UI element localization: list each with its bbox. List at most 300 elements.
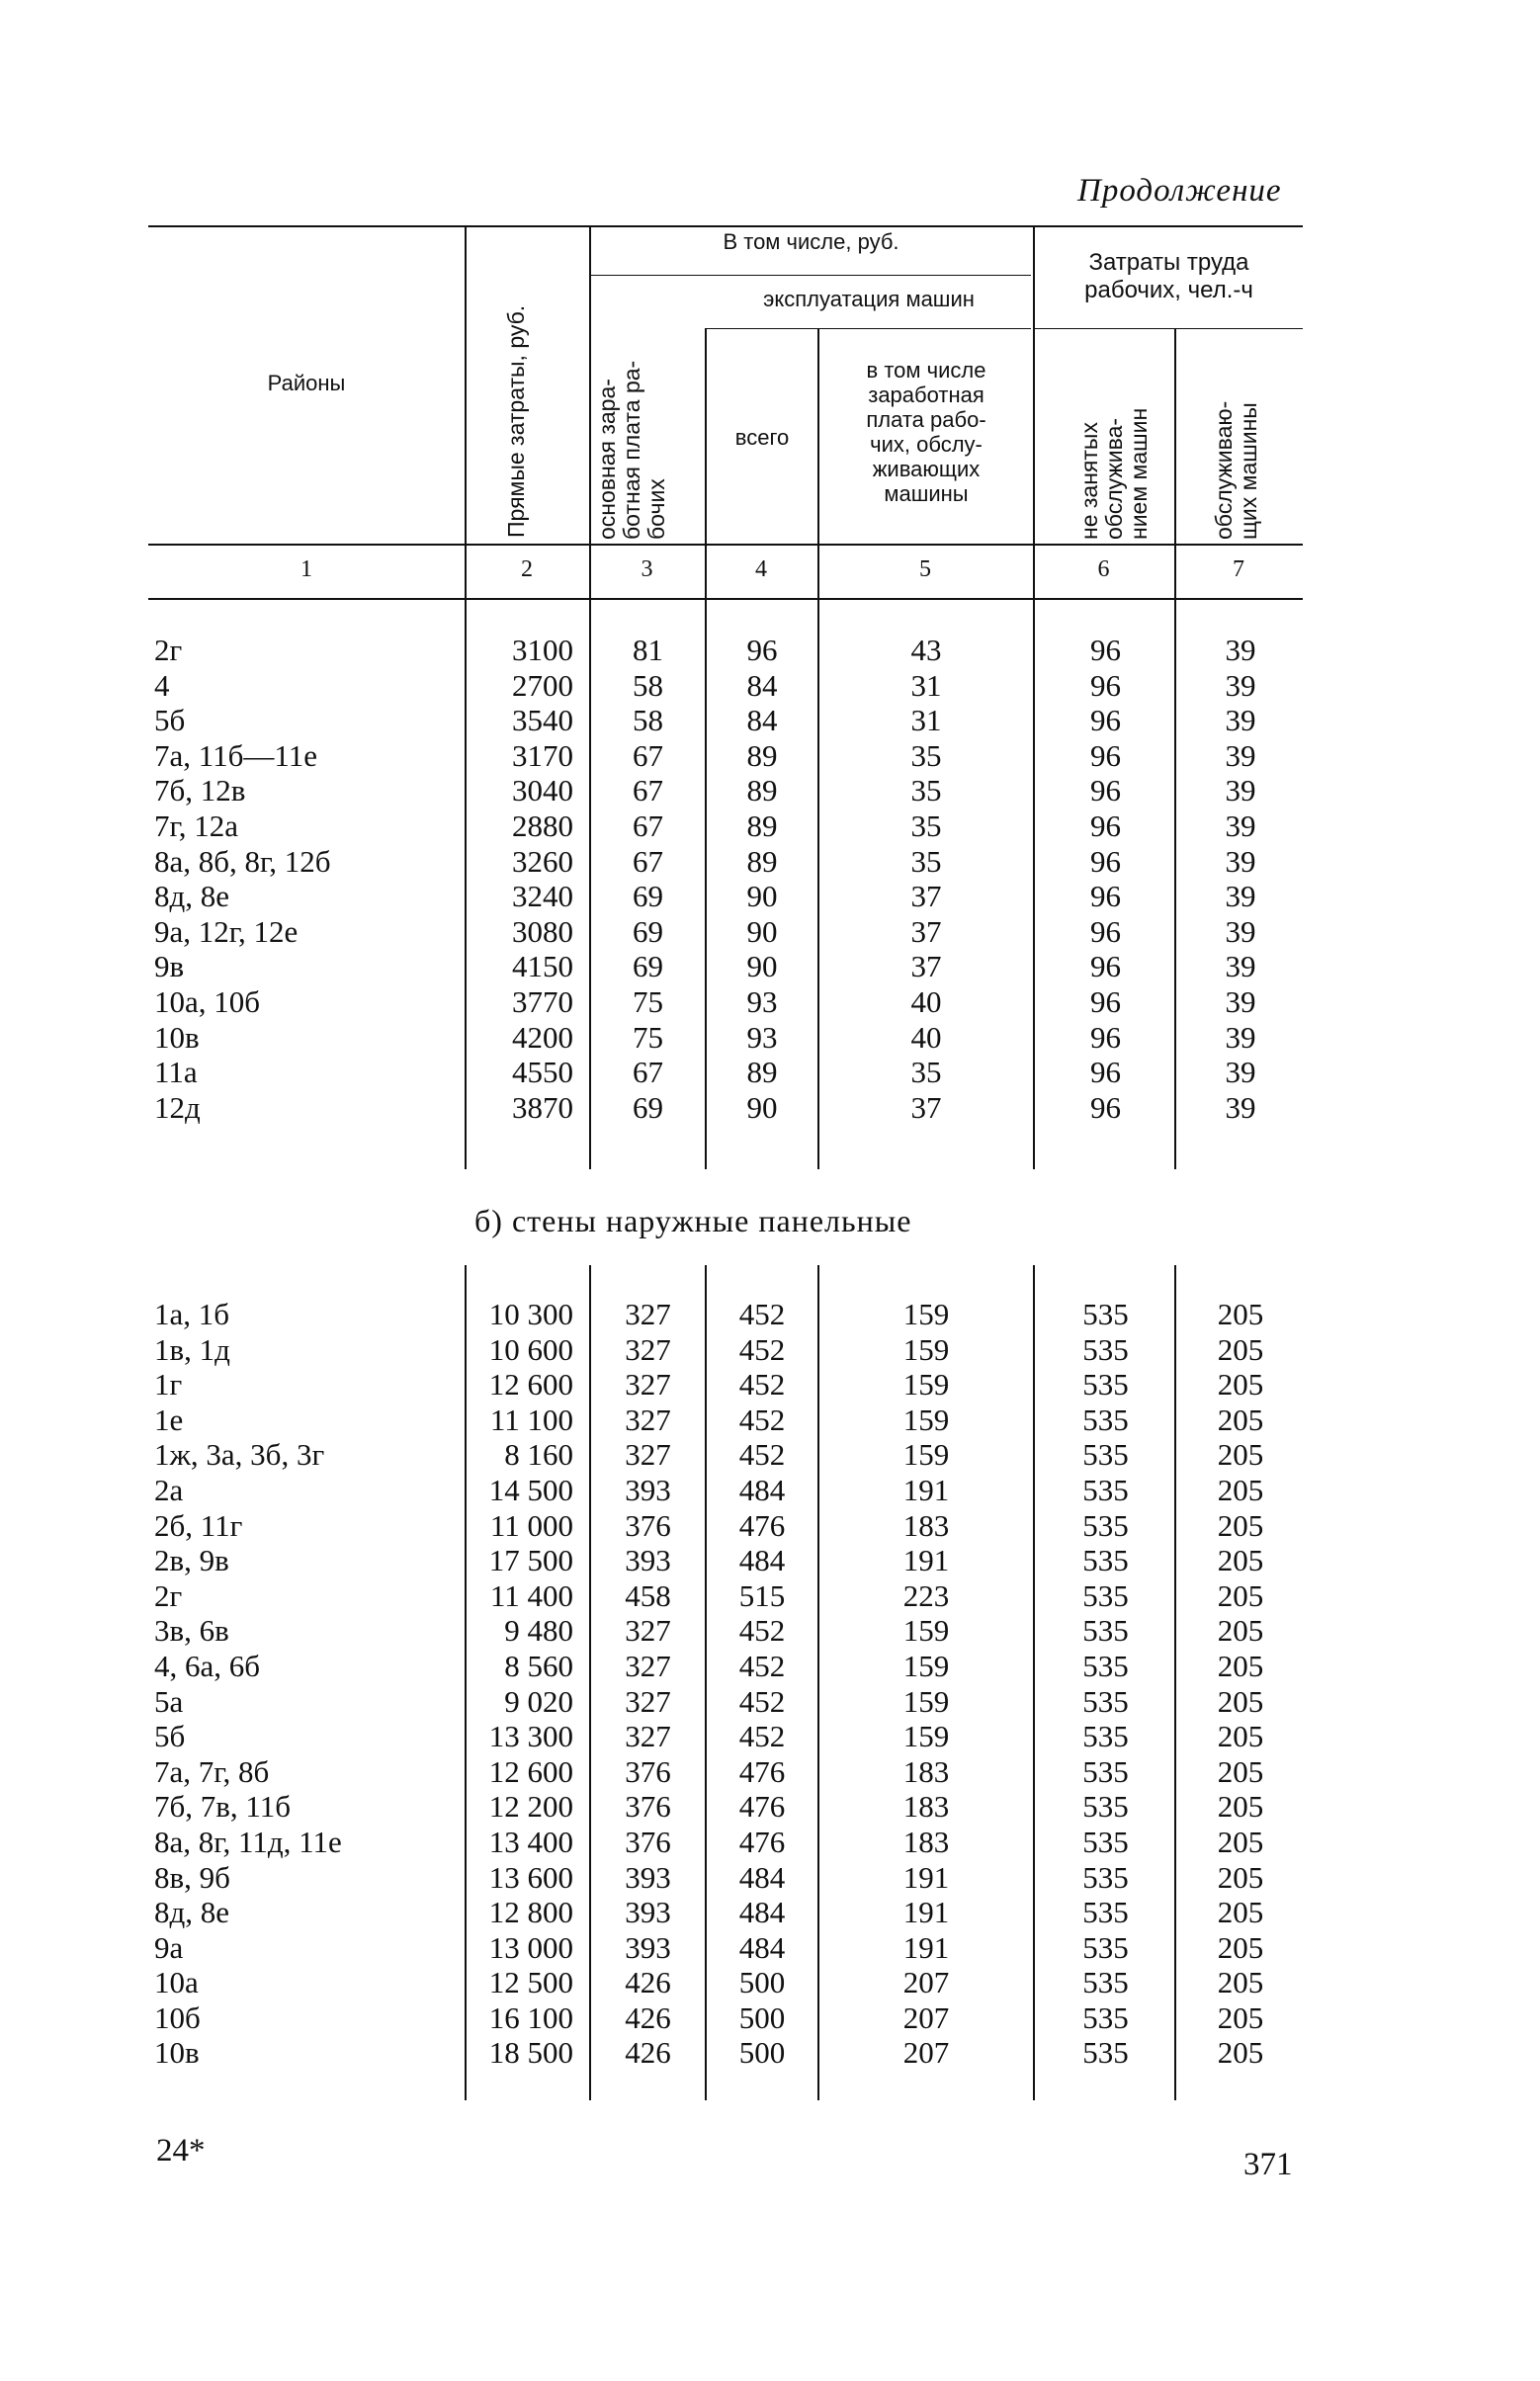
value-cell: 159 (902, 1683, 950, 1719)
value-cell: 3100 (512, 633, 573, 667)
table-row (0, 1090, 1540, 1126)
value-cell: 39 (1225, 879, 1256, 914)
region-cell: 1е (154, 1402, 184, 1437)
value-cell: 327 (625, 1648, 671, 1683)
value-cell: 205 (1217, 1965, 1264, 2000)
value-cell: 476 (738, 1824, 786, 1859)
colnum-7: 7 (1233, 556, 1244, 582)
table-row (0, 2035, 1540, 2071)
table-row (0, 1020, 1540, 1056)
value-cell: 89 (746, 843, 778, 879)
table-row (0, 1649, 1540, 1684)
section-b-table (0, 1297, 1540, 2071)
value-cell: 75 (633, 983, 663, 1019)
machine-rule (707, 328, 1031, 329)
value-cell: 159 (902, 1367, 950, 1403)
region-cell: 10б (154, 1999, 201, 2035)
value-cell: 327 (625, 1367, 671, 1403)
value-cell: 12 500 (488, 1965, 573, 2000)
value-cell: 191 (902, 1543, 950, 1578)
value-cell: 96 (1090, 1019, 1121, 1055)
value-cell: 376 (625, 1824, 671, 1859)
region-cell: 7г, 12а (154, 808, 238, 843)
section-a-table (0, 633, 1540, 1125)
value-cell: 39 (1225, 949, 1256, 984)
value-cell: 37 (910, 1089, 942, 1125)
value-cell: 205 (1217, 1402, 1264, 1437)
header-not-machine: не занятых обслужива- нием машин (1076, 407, 1152, 540)
value-cell: 90 (746, 913, 778, 949)
value-cell: 39 (1225, 1089, 1256, 1125)
value-cell: 535 (1082, 1367, 1129, 1403)
value-cell: 183 (902, 1824, 950, 1859)
colnum-2: 2 (521, 556, 533, 582)
value-cell: 535 (1082, 1719, 1129, 1754)
region-cell: 1ж, 3а, 3б, 3г (154, 1437, 325, 1473)
value-cell: 16 100 (488, 1999, 573, 2035)
value-cell: 535 (1082, 1859, 1129, 1895)
header-including: В том числе, руб. (723, 229, 899, 254)
value-cell: 205 (1217, 1719, 1264, 1754)
value-cell: 327 (625, 1683, 671, 1719)
header-base-wage: основная зара- ботная плата ра- бочих (594, 360, 669, 540)
value-cell: 69 (633, 913, 663, 949)
table-row (0, 1297, 1540, 1332)
region-cell: 2г (154, 1577, 183, 1613)
value-cell: 8 160 (504, 1437, 573, 1473)
value-cell: 191 (902, 1859, 950, 1895)
value-cell: 452 (738, 1367, 786, 1403)
region-cell: 10а (154, 1965, 199, 2000)
value-cell: 205 (1217, 1999, 1264, 2035)
colnum-6: 6 (1097, 556, 1110, 582)
table-row (0, 1613, 1540, 1649)
value-cell: 535 (1082, 1543, 1129, 1578)
value-cell: 96 (1090, 949, 1121, 984)
value-cell: 535 (1082, 1297, 1129, 1331)
region-cell: 5а (154, 1683, 184, 1719)
table-row (0, 1543, 1540, 1578)
value-cell: 39 (1225, 773, 1256, 808)
value-cell: 159 (902, 1648, 950, 1683)
value-cell: 96 (1090, 879, 1121, 914)
value-cell: 3770 (512, 983, 573, 1019)
value-cell: 3540 (512, 703, 573, 738)
value-cell: 535 (1082, 1577, 1129, 1613)
value-cell: 3170 (512, 737, 573, 773)
value-cell: 159 (902, 1719, 950, 1754)
value-cell: 67 (633, 808, 663, 843)
table-row (0, 1860, 1540, 1896)
region-cell: 12д (154, 1089, 201, 1125)
value-cell: 183 (902, 1753, 950, 1789)
value-cell: 3040 (512, 773, 573, 808)
header-total: всего (734, 425, 790, 450)
header-regions: Районы (267, 371, 346, 395)
value-cell: 12 600 (488, 1753, 573, 1789)
value-cell: 35 (910, 737, 942, 773)
value-cell: 90 (746, 949, 778, 984)
value-cell: 13 000 (488, 1929, 573, 1965)
region-cell: 5б (154, 1719, 186, 1754)
colnum-bottom-rule (148, 598, 1303, 600)
value-cell: 89 (746, 737, 778, 773)
value-cell: 535 (1082, 1824, 1129, 1859)
table-row (0, 1437, 1540, 1473)
value-cell: 207 (902, 1965, 950, 2000)
value-cell: 2700 (512, 667, 573, 703)
value-cell: 327 (625, 1719, 671, 1754)
value-cell: 159 (902, 1613, 950, 1649)
value-cell: 9 480 (504, 1613, 573, 1649)
value-cell: 327 (625, 1613, 671, 1649)
value-cell: 39 (1225, 913, 1256, 949)
value-cell: 376 (625, 1789, 671, 1825)
value-cell: 205 (1217, 1367, 1264, 1403)
value-cell: 393 (625, 1472, 671, 1507)
value-cell: 37 (910, 949, 942, 984)
value-cell: 40 (910, 983, 942, 1019)
table-row (0, 1895, 1540, 1930)
table-row (0, 703, 1540, 738)
footer-signature: 24* (156, 2133, 206, 2168)
value-cell: 159 (902, 1437, 950, 1473)
value-cell: 12 800 (488, 1895, 573, 1930)
header-machine-operation: эксплуатация машин (763, 287, 975, 311)
table-row (0, 1754, 1540, 1790)
value-cell: 96 (1090, 773, 1121, 808)
value-cell: 43 (910, 633, 942, 667)
value-cell: 35 (910, 1055, 942, 1090)
labor-rule (1033, 328, 1303, 329)
region-cell: 9а (154, 1929, 184, 1965)
table-row (0, 808, 1540, 844)
value-cell: 96 (1090, 633, 1121, 667)
region-cell: 7б, 7в, 11б (154, 1789, 292, 1825)
table-row (0, 879, 1540, 914)
value-cell: 39 (1225, 703, 1256, 738)
value-cell: 96 (1090, 667, 1121, 703)
value-cell: 376 (625, 1753, 671, 1789)
value-cell: 58 (633, 703, 663, 738)
table-row (0, 844, 1540, 880)
value-cell: 13 300 (488, 1719, 573, 1754)
table-row (0, 914, 1540, 950)
continuation-label: Продолжение (1077, 173, 1282, 209)
value-cell: 18 500 (488, 2035, 573, 2071)
value-cell: 13 600 (488, 1859, 573, 1895)
value-cell: 205 (1217, 1297, 1264, 1331)
value-cell: 58 (633, 667, 663, 703)
colnum-4: 4 (755, 556, 767, 582)
value-cell: 535 (1082, 1999, 1129, 2035)
value-cell: 17 500 (488, 1543, 573, 1578)
value-cell: 205 (1217, 1437, 1264, 1473)
value-cell: 452 (738, 1331, 786, 1367)
value-cell: 452 (738, 1437, 786, 1473)
value-cell: 96 (1090, 983, 1121, 1019)
value-cell: 327 (625, 1402, 671, 1437)
value-cell: 191 (902, 1895, 950, 1930)
value-cell: 159 (902, 1297, 950, 1331)
region-cell: 7а, 11б—11е (154, 737, 317, 773)
value-cell: 4200 (512, 1019, 573, 1055)
value-cell: 81 (633, 633, 663, 667)
value-cell: 535 (1082, 2035, 1129, 2071)
region-cell: 8а, 8б, 8г, 12б (154, 843, 331, 879)
region-cell: 1в, 1д (154, 1331, 230, 1367)
value-cell: 159 (902, 1402, 950, 1437)
value-cell: 96 (1090, 913, 1121, 949)
value-cell: 205 (1217, 1331, 1264, 1367)
value-cell: 12 600 (488, 1367, 573, 1403)
region-cell: 8д, 8е (154, 1895, 230, 1930)
region-cell: 3в, 6в (154, 1613, 229, 1649)
value-cell: 452 (738, 1297, 786, 1331)
value-cell: 484 (738, 1472, 786, 1507)
value-cell: 458 (625, 1577, 671, 1613)
value-cell: 67 (633, 737, 663, 773)
value-cell: 205 (1217, 1543, 1264, 1578)
value-cell: 205 (1217, 1929, 1264, 1965)
value-cell: 4550 (512, 1055, 573, 1090)
value-cell: 393 (625, 1895, 671, 1930)
value-cell: 476 (738, 1507, 786, 1543)
value-cell: 205 (1217, 1753, 1264, 1789)
value-cell: 37 (910, 913, 942, 949)
value-cell: 90 (746, 1089, 778, 1125)
value-cell: 12 200 (488, 1789, 573, 1825)
value-cell: 393 (625, 1929, 671, 1965)
colnum-1: 1 (300, 556, 312, 582)
value-cell: 205 (1217, 1824, 1264, 1859)
header-incl-wage: в том числе заработная плата рабо- чих, обслу- живающих машины (866, 358, 986, 506)
value-cell: 8 560 (504, 1648, 573, 1683)
value-cell: 39 (1225, 1055, 1256, 1090)
value-cell: 159 (902, 1331, 950, 1367)
value-cell: 535 (1082, 1965, 1129, 2000)
table-row (0, 773, 1540, 808)
value-cell: 183 (902, 1507, 950, 1543)
value-cell: 39 (1225, 843, 1256, 879)
value-cell: 31 (910, 667, 942, 703)
value-cell: 37 (910, 879, 942, 914)
value-cell: 10 300 (488, 1297, 573, 1331)
table-row (0, 984, 1540, 1020)
value-cell: 500 (738, 1999, 786, 2035)
value-cell: 75 (633, 1019, 663, 1055)
value-cell: 93 (746, 983, 778, 1019)
value-cell: 535 (1082, 1613, 1129, 1649)
value-cell: 535 (1082, 1472, 1129, 1507)
value-cell: 10 600 (488, 1331, 573, 1367)
region-cell: 8в, 9б (154, 1859, 230, 1895)
value-cell: 327 (625, 1331, 671, 1367)
value-cell: 535 (1082, 1437, 1129, 1473)
value-cell: 205 (1217, 1648, 1264, 1683)
section-b-title: б) стены наружные панельные (474, 1203, 912, 1238)
value-cell: 426 (625, 1999, 671, 2035)
value-cell: 452 (738, 1613, 786, 1649)
value-cell: 39 (1225, 1019, 1256, 1055)
header-bottom-rule (148, 544, 1303, 546)
value-cell: 84 (746, 703, 778, 738)
region-cell: 9а, 12г, 12е (154, 913, 299, 949)
value-cell: 39 (1225, 667, 1256, 703)
header-machine: обслуживаю- щих машины (1211, 400, 1261, 540)
value-cell: 96 (1090, 703, 1121, 738)
value-cell: 96 (1090, 1089, 1121, 1125)
header-direct-costs: Прямые затраты, руб. (503, 304, 529, 538)
value-cell: 11 400 (489, 1577, 573, 1613)
value-cell: 327 (625, 1437, 671, 1473)
value-cell: 67 (633, 843, 663, 879)
table-top-rule (148, 225, 1303, 227)
value-cell: 89 (746, 1055, 778, 1090)
value-cell: 31 (910, 703, 942, 738)
value-cell: 426 (625, 2035, 671, 2071)
region-cell: 5б (154, 703, 186, 738)
region-cell: 10в (154, 1019, 200, 1055)
value-cell: 4150 (512, 949, 573, 984)
value-cell: 476 (738, 1789, 786, 1825)
table-row (0, 1055, 1540, 1090)
value-cell: 205 (1217, 1613, 1264, 1649)
value-cell: 35 (910, 843, 942, 879)
value-cell: 69 (633, 1089, 663, 1125)
region-cell: 2а (154, 1472, 184, 1507)
value-cell: 535 (1082, 1929, 1129, 1965)
value-cell: 484 (738, 1929, 786, 1965)
table-row (0, 949, 1540, 984)
table-row (0, 1332, 1540, 1368)
value-cell: 205 (1217, 1472, 1264, 1507)
table-row (0, 1719, 1540, 1754)
value-cell: 500 (738, 1965, 786, 2000)
value-cell: 393 (625, 1543, 671, 1578)
table-row (0, 1578, 1540, 1614)
table-row (0, 1367, 1540, 1403)
value-cell: 535 (1082, 1789, 1129, 1825)
value-cell: 39 (1225, 983, 1256, 1019)
region-cell: 10в (154, 2035, 200, 2071)
table-row (0, 1473, 1540, 1508)
value-cell: 9 020 (504, 1683, 573, 1719)
value-cell: 207 (902, 2035, 950, 2071)
page-number: 371 (1243, 2147, 1293, 2182)
value-cell: 69 (633, 879, 663, 914)
value-cell: 484 (738, 1543, 786, 1578)
value-cell: 535 (1082, 1683, 1129, 1719)
value-cell: 205 (1217, 1683, 1264, 1719)
value-cell: 205 (1217, 1577, 1264, 1613)
value-cell: 13 400 (488, 1824, 573, 1859)
header-labor: Затраты труда рабочих, чел.-ч (1084, 249, 1253, 303)
value-cell: 69 (633, 949, 663, 984)
value-cell: 191 (902, 1472, 950, 1507)
value-cell: 90 (746, 879, 778, 914)
value-cell: 535 (1082, 1331, 1129, 1367)
value-cell: 207 (902, 1999, 950, 2035)
region-cell: 1а, 1б (154, 1297, 230, 1331)
value-cell: 3080 (512, 913, 573, 949)
value-cell: 535 (1082, 1648, 1129, 1683)
value-cell: 484 (738, 1895, 786, 1930)
region-cell: 2г (154, 633, 183, 667)
table-row (0, 1684, 1540, 1720)
value-cell: 2880 (512, 808, 573, 843)
value-cell: 96 (1090, 808, 1121, 843)
region-cell: 9в (154, 949, 185, 984)
value-cell: 452 (738, 1683, 786, 1719)
table-row (0, 1965, 1540, 2000)
value-cell: 3260 (512, 843, 573, 879)
table-row (0, 633, 1540, 668)
value-cell: 223 (902, 1577, 950, 1613)
table-row (0, 1403, 1540, 1438)
value-cell: 96 (1090, 843, 1121, 879)
value-cell: 96 (1090, 737, 1121, 773)
value-cell: 535 (1082, 1507, 1129, 1543)
value-cell: 205 (1217, 1507, 1264, 1543)
value-cell: 11 000 (489, 1507, 573, 1543)
value-cell: 96 (746, 633, 778, 667)
value-cell: 205 (1217, 2035, 1264, 2071)
value-cell: 205 (1217, 1789, 1264, 1825)
region-cell: 2в, 9в (154, 1543, 229, 1578)
value-cell: 35 (910, 773, 942, 808)
value-cell: 535 (1082, 1402, 1129, 1437)
colnum-3: 3 (641, 556, 653, 582)
value-cell: 426 (625, 1965, 671, 2000)
value-cell: 484 (738, 1859, 786, 1895)
value-cell: 500 (738, 2035, 786, 2071)
table-row (0, 668, 1540, 704)
value-cell: 3240 (512, 879, 573, 914)
region-cell: 8а, 8г, 11д, 11е (154, 1824, 342, 1859)
table-row (0, 1825, 1540, 1860)
value-cell: 327 (625, 1297, 671, 1331)
value-cell: 11 100 (489, 1402, 573, 1437)
value-cell: 40 (910, 1019, 942, 1055)
region-cell: 2б, 11г (154, 1507, 243, 1543)
value-cell: 96 (1090, 1055, 1121, 1090)
value-cell: 39 (1225, 737, 1256, 773)
value-cell: 376 (625, 1507, 671, 1543)
value-cell: 535 (1082, 1753, 1129, 1789)
region-cell: 11а (154, 1055, 198, 1090)
value-cell: 39 (1225, 633, 1256, 667)
value-cell: 452 (738, 1719, 786, 1754)
value-cell: 452 (738, 1648, 786, 1683)
value-cell: 205 (1217, 1859, 1264, 1895)
value-cell: 205 (1217, 1895, 1264, 1930)
value-cell: 35 (910, 808, 942, 843)
value-cell: 183 (902, 1789, 950, 1825)
region-cell: 7а, 7г, 8б (154, 1753, 270, 1789)
colnum-5: 5 (919, 556, 931, 582)
region-cell: 10а, 10б (154, 983, 261, 1019)
value-cell: 67 (633, 773, 663, 808)
value-cell: 89 (746, 773, 778, 808)
value-cell: 93 (746, 1019, 778, 1055)
value-cell: 39 (1225, 808, 1256, 843)
value-cell: 515 (738, 1577, 786, 1613)
value-cell: 14 500 (488, 1472, 573, 1507)
region-cell: 4 (154, 667, 170, 703)
value-cell: 89 (746, 808, 778, 843)
region-cell: 4, 6а, 6б (154, 1648, 261, 1683)
